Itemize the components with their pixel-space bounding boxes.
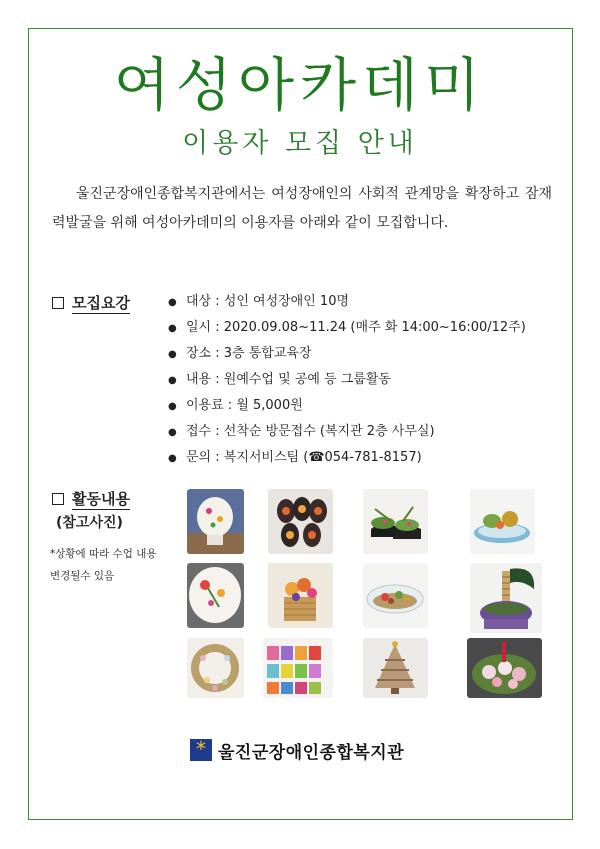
list-item: ● 일시 : 2020.09.08~11.24 (매주 화 14:00~16:00/12주)	[168, 315, 526, 341]
footer-org	[190, 736, 404, 764]
painted-lamp-photo	[187, 489, 244, 554]
moss-shoe-planter-photo	[363, 489, 428, 554]
topiary-planter-photo	[470, 563, 542, 633]
bullet-icon: ●	[168, 401, 177, 412]
organization-name: 울진군장애인종합복지관	[218, 742, 405, 763]
checkbox-square-icon	[52, 297, 64, 309]
page-title: 여성아카데미	[113, 51, 487, 119]
dried-flower-wreath-photo	[187, 638, 244, 698]
list-item: ● 내용 : 원예수업 및 공예 등 그룹활동	[168, 367, 526, 393]
flower-basket-photo	[268, 563, 333, 628]
succulent-dish-photo	[470, 489, 535, 554]
recruitment-heading-label: 모집요강	[72, 294, 130, 312]
list-item: ● 문의 : 복지서비스팀 (☎054-781-8157)	[168, 445, 526, 471]
change-notice: *상황에 따라 수업 내용 변경될수 있음	[50, 548, 157, 582]
list-item: ● 이용료 : 월 5,000원	[168, 393, 526, 419]
activities-heading	[52, 488, 130, 509]
list-item: ● 접수 : 선착순 방문접수 (복지관 2층 사무실)	[168, 419, 526, 445]
terrarium-bowl-photo	[363, 563, 428, 628]
recruitment-list	[168, 289, 526, 471]
list-item: ● 대상 : 성인 여성장애인 10명	[168, 289, 526, 315]
activities-subheading: (참고사진)	[56, 515, 123, 531]
recruitment-heading	[52, 292, 130, 313]
welfare-center-logo-icon: *	[190, 739, 212, 761]
decorated-egg-craft-photo	[268, 489, 333, 554]
bullet-icon: ●	[168, 323, 177, 334]
list-item: ● 장소 : 3층 통합교육장	[168, 341, 526, 367]
flower-arrangement-photo	[467, 638, 542, 698]
bullet-icon: ●	[168, 349, 177, 360]
bullet-icon: ●	[168, 453, 177, 464]
bullet-icon: ●	[168, 427, 177, 438]
colored-cards-photo	[263, 638, 333, 698]
wooden-tree-craft-photo	[363, 638, 428, 698]
checkbox-square-icon	[52, 493, 64, 505]
pressed-flower-plate-photo	[187, 563, 244, 628]
activities-heading-label: 활동내용	[72, 490, 130, 508]
page-subtitle: 이용자 모집 안내	[182, 128, 418, 159]
bullet-icon: ●	[168, 375, 177, 386]
bullet-icon: ●	[168, 297, 177, 308]
intro-paragraph: 울진군장애인종합복지관에서는 여성장애인의 사회적 관계망을 확장하고 잠재력발굴을 위해 여성아카데미의 이용자를 아래와 같이 모집합니다.	[52, 186, 552, 231]
